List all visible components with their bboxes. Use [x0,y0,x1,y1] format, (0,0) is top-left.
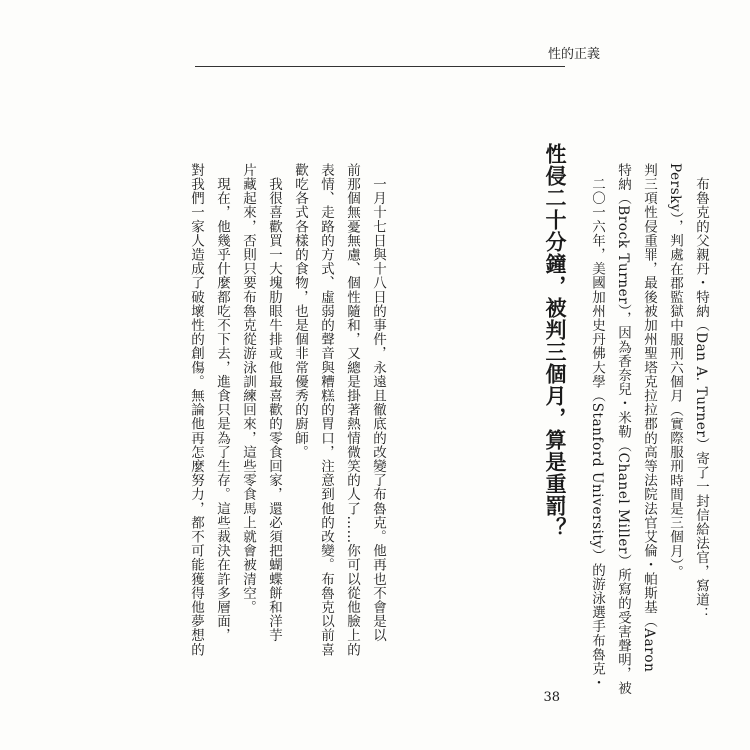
paragraph-1-line: Persky），判處在郡監獄中服刑六個月（實際服刑時間是三個月）。 [667,163,683,580]
paragraph-1-line: 判三項性侵重罪，最後被加州聖塔克拉拉郡的高等法院法官艾倫・帕斯基（Aaron [641,163,657,673]
quote-line: 現在，他幾乎什麼都吃不下去，進食只是為了生存。這些裁決在許多層面， [214,163,230,643]
quote-line: 表情、走路的方式、虛弱的聲音與糟糕的胃口，注意到他的改變。布魯克以前喜 [318,163,334,657]
paragraph-1-line: 布魯克的父親丹・特納（Dan A. Turner）寄了一封信給法官，寫道： [693,163,709,621]
paragraph-1-line: 特納（Brock Turner），因為香奈兒・米勒（Chanel Miller）所寫的受害聲明，被 [615,163,631,696]
page-number: 38 [543,690,560,705]
quote-line: 我很喜歡買一大塊肋眼牛排或他最喜歡的零食回家，還必須把蝴蝶餅和洋芋 [266,163,282,643]
header-rule [195,66,565,67]
quote-line: 對我們一家人造成了破壞性的創傷。無論他再怎麼努力，都不可能獲得他夢想的 [188,163,204,657]
chapter-title: 性侵二十分鐘，被判三個月，算是重罰？ [543,143,567,539]
quote-line: 一月十七日與十八日的事件，永遠且徹底的改變了布魯克。他再也不會是以 [370,163,386,643]
running-head: 性的正義 [547,47,600,62]
quote-line: 歡吃各式各樣的食物，也是個非常優秀的廚師。 [292,163,308,460]
paragraph-1-line: 二〇一六年，美國加州史丹佛大學（Stanford University）的游泳選手布魯克・ [589,163,605,690]
quote-line: 前那個無憂無慮、個性隨和，又總是掛著熱情微笑的人了……你可以從他臉上的 [344,163,360,657]
quote-line: 片藏起來，否則只要布魯克從游泳訓練回來，這些零食馬上就會被清空。 [240,163,256,615]
